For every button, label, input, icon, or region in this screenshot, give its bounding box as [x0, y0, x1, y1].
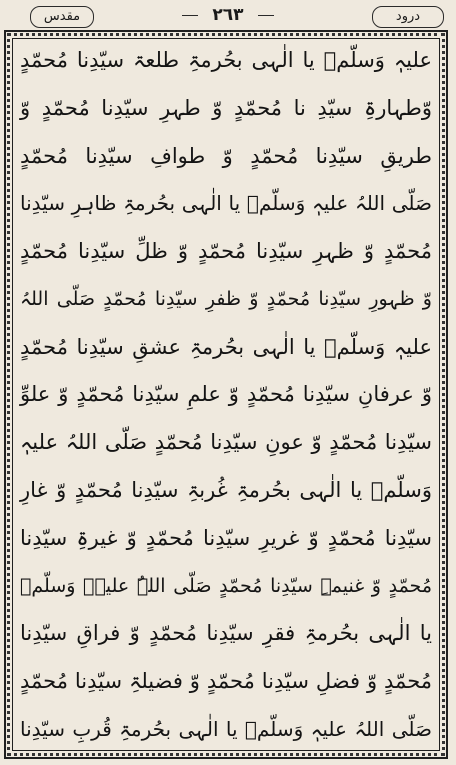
text-line: سیّدِنا مُحمّدٍ وّ عونِ سیّدِنا مُحمّدٍ صَلّی اللہُ علیہٖ — [20, 430, 432, 455]
text-line: صَلّی اللہُ علیہٖ وَسلّمؐ یا الٰہی بحُرمۃِ قُربِ سیّدِنا — [20, 716, 432, 741]
book-title-label: درود — [372, 6, 444, 28]
text-block — [16, 42, 436, 747]
text-line: صَلّی اللہُ علیہٖ وَسلّمؐ یا الٰہی بحُرمۃِ ظاہرِ سیّدِنا — [20, 191, 432, 216]
text-line: وّ ظہورِ سیّدِنا مُحمّدٍ وّ ظفرِ سیّدِنا مُحمّدٍ صَلّی اللہُ — [20, 287, 432, 310]
text-line: مُحمّدٍ وّ غنیمۃِ سیّدِنا مُحمّدٍ صَلّی اللہُ علیہٖ وَسلّمؐ — [20, 574, 432, 597]
page-number: ٢٦٣ — [180, 3, 276, 27]
text-line: سیّدِنا مُحمّدٍ وّ غریرِ سیّدِنا مُحمّدٍ وّ غیرۃِ سیّدِنا — [20, 525, 432, 550]
text-line: یا الٰہی بحُرمۃِ فقرِ سیّدِنا مُحمّدٍ وّ فراقِ سیّدِنا — [20, 621, 432, 646]
book-subtitle-label: مقدس — [30, 6, 94, 28]
text-line: علیہٖ وَسلّمؐ یا الٰہی بحُرمۃِ عشقِ سیّدِنا مُحمّدٍ — [20, 334, 432, 359]
text-line: مُحمّدٍ وّ فضلِ سیّدِنا مُحمّدٍ وّ فضیلۃِ سیّدِنا مُحمّدٍ — [20, 669, 432, 694]
text-line: وّطہارۃِ سیّدِ نا مُحمّدٍ وّ طہرِ سیّدِنا مُحمّدٍ وّ — [20, 95, 432, 120]
text-line: وَسلّمؐ یا الٰہی بحُرمۃِ غُربۃِ سیّدِنا مُحمّدٍ وّ غارِ — [20, 478, 432, 503]
text-line: وّ عرفانِ سیّدِنا مُحمّدٍ وّ علمِ سیّدِنا مُحمّدٍ وّ علوِّ — [20, 382, 432, 407]
page-header — [0, 0, 456, 30]
text-line: طریقِ سیّدِنا مُحمّدٍ وّ طوافِ سیّدِنا مُحمّدٍ — [20, 143, 432, 168]
text-line: مُحمّدٍ وّ ظہرِ سیّدِنا مُحمّدٍ وّ ظلِّ سیّدِنا مُحمّدٍ — [20, 239, 432, 264]
text-line: علیہٖ وَسلّمؐ یا الٰہی بحُرمۃِ طلعۃ سیّدِنا مُحمّدٍ — [20, 48, 432, 72]
